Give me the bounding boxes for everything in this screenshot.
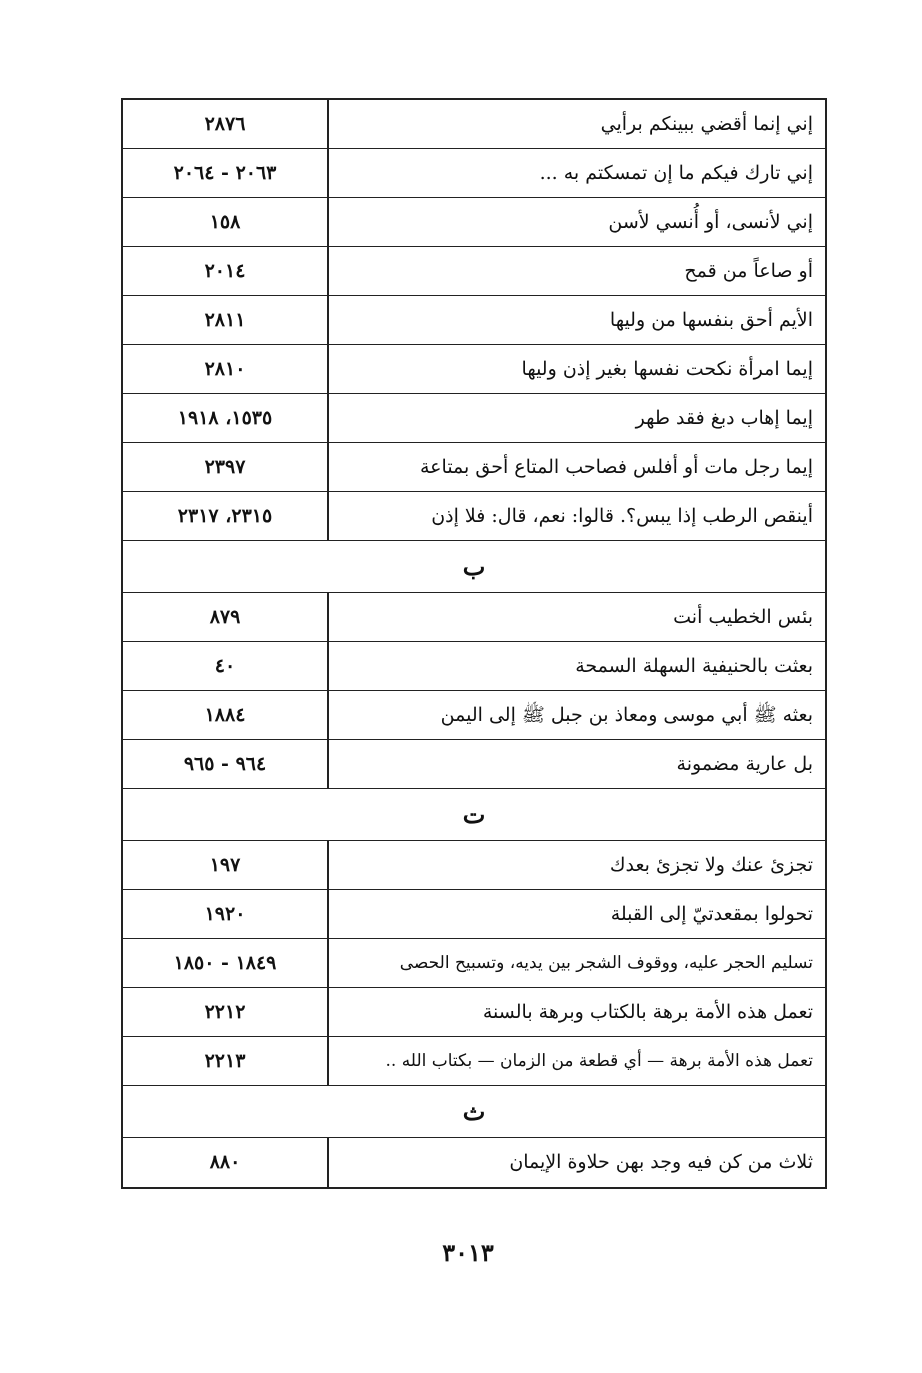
hadith-refs: ٢٢١٢: [204, 1001, 246, 1023]
table-row: [123, 492, 825, 541]
hadith-refs: ٢٨٧٦: [204, 113, 246, 135]
table-row: [123, 1037, 825, 1086]
hadith-text: إيما امرأة نكحت نفسها بغير إذن وليها: [327, 345, 825, 393]
hadith-refs: ١٥٣٥، ١٩١٨: [177, 407, 273, 429]
table-row: [123, 988, 825, 1037]
section-letter-row: [123, 1086, 825, 1138]
hadith-refs: ١٨٤٩ - ١٨٥٠: [173, 952, 277, 974]
table-row: [123, 100, 825, 149]
hadith-refs: ٢٠٦٣ - ٢٠٦٤: [173, 162, 277, 184]
table-row: [123, 890, 825, 939]
hadith-refs: ٨٧٩: [209, 606, 241, 628]
table-row: [123, 841, 825, 890]
hadith-text: بعثه ﷺ أبي موسى ومعاذ بن جبل ﷺ إلى اليمن: [327, 691, 825, 739]
table-row: [123, 642, 825, 691]
table-row: [123, 593, 825, 642]
hadith-index-table: [121, 98, 827, 1189]
hadith-text: تحولوا بمقعدتيّ إلى القبلة: [327, 890, 825, 938]
table-row: [123, 149, 825, 198]
hadith-text: إيما رجل مات أو أفلس فصاحب المتاع أحق بمتاعة: [327, 443, 825, 491]
hadith-text: إيما إهاب دبغ فقد طهر: [327, 394, 825, 442]
section-letter-row: [123, 789, 825, 841]
table-row: [123, 296, 825, 345]
table-row: [123, 1138, 825, 1187]
table-row: [123, 939, 825, 988]
table-row: [123, 247, 825, 296]
table-row: [123, 394, 825, 443]
hadith-text: بعثت بالحنيفية السهلة السمحة: [327, 642, 825, 690]
section-letter: ث: [462, 1096, 486, 1126]
section-letter: ب: [462, 551, 486, 581]
hadith-refs: ١٩٢٠: [204, 903, 246, 925]
hadith-refs: ٢٨١٠: [204, 358, 246, 380]
hadith-text: إني تارك فيكم ما إن تمسكتم به ...: [327, 149, 825, 197]
hadith-text: بل عارية مضمونة: [327, 740, 825, 788]
table-row: [123, 443, 825, 492]
hadith-text: ثلاث من كن فيه وجد بهن حلاوة الإيمان: [327, 1138, 825, 1187]
section-letter-row: [123, 541, 825, 593]
hadith-refs: ٢٠١٤: [204, 260, 246, 282]
hadith-text: إني إنما أقضي ببينكم برأيي: [327, 100, 825, 148]
hadith-text: بئس الخطيب أنت: [327, 593, 825, 641]
hadith-text: الأيم أحق بنفسها من وليها: [327, 296, 825, 344]
table-row: [123, 198, 825, 247]
page-number: ٣٠١٣: [442, 1238, 494, 1267]
hadith-refs: ٢٨١١: [204, 309, 246, 331]
hadith-refs: ٢٣٩٧: [204, 456, 246, 478]
hadith-refs: ١٥٨: [209, 211, 241, 233]
hadith-refs: ٨٨٠: [209, 1151, 241, 1173]
hadith-text: تجزئ عنك ولا تجزئ بعدك: [327, 841, 825, 889]
hadith-text: تعمل هذه الأمة برهة — أي قطعة من الزمان — بكتاب الله ..: [327, 1037, 825, 1085]
hadith-refs: ٢٢١٣: [204, 1050, 246, 1072]
hadith-text: إني لأنسى، أو أُنسي لأسن: [327, 198, 825, 246]
hadith-text: تعمل هذه الأمة برهة بالكتاب وبرهة بالسنة: [327, 988, 825, 1036]
hadith-refs: ٢٣١٥، ٢٣١٧: [177, 505, 273, 527]
hadith-refs: ١٨٨٤: [204, 704, 246, 726]
table-row: [123, 740, 825, 789]
hadith-text: تسليم الحجر عليه، ووقوف الشجر بين يديه، وتسبيح الحصى: [327, 939, 825, 987]
table-row: [123, 691, 825, 740]
table-row: [123, 345, 825, 394]
hadith-text: أو صاعاً من قمح: [327, 247, 825, 295]
hadith-refs: ٩٦٤ - ٩٦٥: [183, 753, 267, 775]
hadith-text: أينقص الرطب إذا يبس؟. قالوا: نعم، قال: فلا إذن: [327, 492, 825, 540]
section-letter: ت: [462, 799, 486, 829]
hadith-refs: ٤٠: [214, 655, 236, 677]
hadith-refs: ١٩٧: [209, 854, 241, 876]
